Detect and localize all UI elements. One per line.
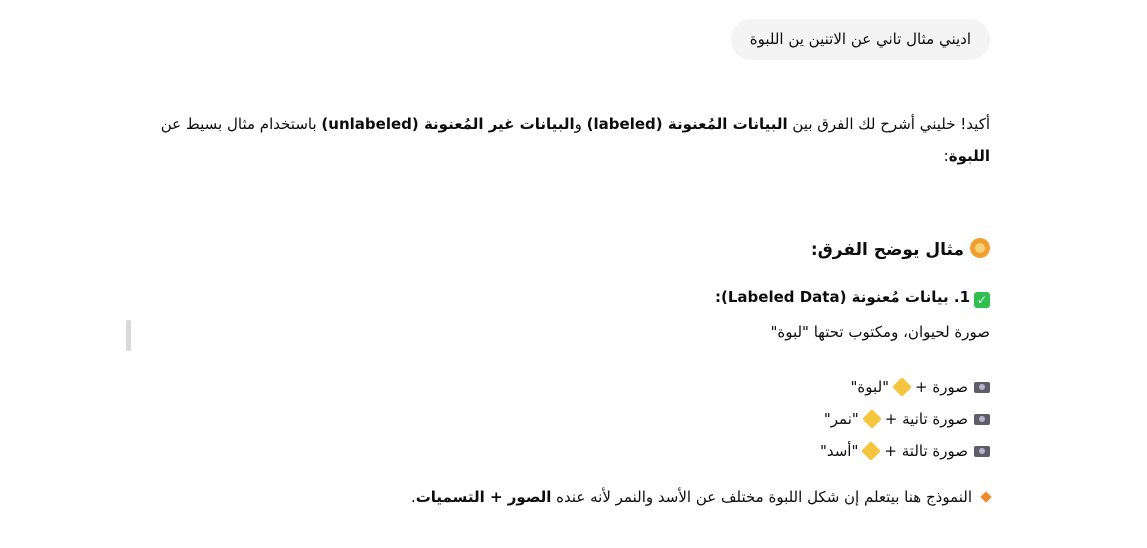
camera-icon: [974, 382, 990, 393]
section-heading: [811, 236, 990, 264]
example-image-text: صورة تالتة: [901, 442, 968, 460]
example-label-text: "أسد": [819, 442, 859, 460]
labeled-data-heading: [715, 284, 990, 310]
list-item: [820, 371, 990, 403]
check-mark-icon: ✓: [974, 292, 990, 308]
labeled-description: صورة لحيوان، ومكتوب تحتها "لبوة": [770, 323, 990, 341]
example-image-text: صورة: [932, 378, 968, 396]
camera-icon: [974, 446, 990, 457]
section-heading-text: مثال يوضح الفرق:: [810, 240, 964, 260]
plus-sign: +: [884, 410, 898, 428]
list-item: [820, 403, 990, 435]
examples-list: [820, 371, 990, 467]
intro-text: :: [943, 147, 949, 165]
intro-text: باستخدام مثال بسيط عن: [160, 115, 322, 133]
example-label-text: "لبوة": [850, 378, 890, 396]
user-message-bubble: [731, 19, 990, 60]
summary-note-bold: الصور + التسميات: [415, 488, 552, 506]
intro-bold-lioness: اللبوة: [948, 147, 990, 165]
assistant-message: [138, 108, 990, 506]
intro-bold-unlabeled: البيانات غير المُعنونة (unlabeled): [321, 115, 575, 133]
labeled-data-heading-text: 1. بيانات مُعنونة (Labeled Data):: [715, 288, 970, 306]
lion-face-icon: [970, 238, 990, 258]
plus-sign: +: [884, 442, 897, 460]
example-label-text: "نمر": [823, 410, 859, 428]
summary-note-text: النموذج هنا بيتعلم إن شكل اللبوة مختلف عن الأسد والنمر لأنه عنده: [551, 488, 972, 506]
intro-bold-labeled: البيانات المُعنونة (labeled): [586, 115, 788, 133]
summary-note: [411, 484, 990, 510]
label-tag-icon: [862, 409, 882, 429]
label-tag-icon: [861, 441, 881, 461]
summary-note-end: .: [410, 488, 416, 506]
user-message-text: اديني مثال تاني عن الاتنين ين اللبوة: [749, 30, 971, 48]
intro-paragraph: [138, 108, 990, 172]
intro-text: و: [574, 115, 587, 133]
example-image-text: صورة تانية: [902, 410, 968, 428]
orange-diamond-icon: [980, 491, 991, 502]
plus-sign: +: [915, 378, 928, 396]
camera-icon: [974, 414, 990, 425]
list-item: [820, 435, 990, 467]
label-tag-icon: [892, 377, 912, 397]
intro-text: أكيد! خليني أشرح لك الفرق بين: [787, 115, 990, 133]
scrollbar-handle[interactable]: [126, 320, 131, 351]
